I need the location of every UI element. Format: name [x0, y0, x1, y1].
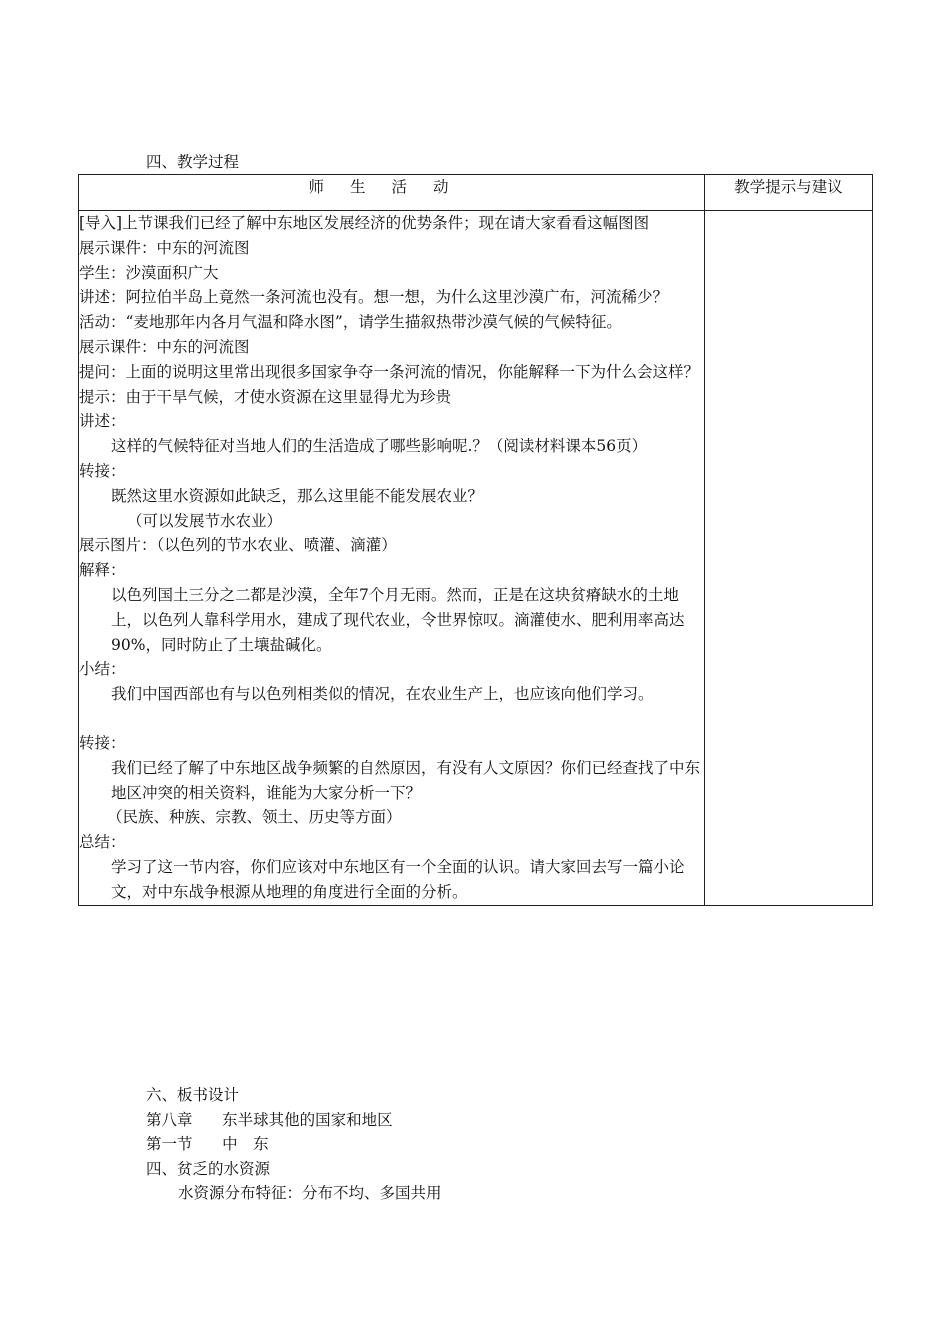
board-point: 四、贫乏的水资源 [146, 1159, 271, 1178]
line-conclusion-label: 总结： [79, 833, 126, 852]
header-suggestions: 教学提示与建议 [705, 175, 873, 211]
line-israel-text: 以色列国土三分之二都是沙漠，全年7个月无雨。然而，正是在这块贫瘠缺水的土地上，以色列人靠科学用水，建成了现代农业，令世界惊叹。滴灌使水、肥利用率高达90%，同时防止了土壤盐碱化。 [111, 585, 685, 654]
line-show-images: 展示图片：（以色列的节水农业、喷灌、滴灌） [79, 536, 397, 555]
board-chapter [146, 1108, 442, 1133]
board-section [146, 1132, 442, 1157]
intro-line: [导入]上节课我们已经了解中东地区发展经济的优势条件；现在请大家看看这幅图图 [79, 214, 650, 232]
line-hint: 提示：由于干旱气候，才使水资源在这里显得尤为珍贵 [79, 387, 452, 406]
line-conclusion-text: 学习了这一节内容，你们应该对中东地区有一个全面的认识。请大家回去写一篇小论文，对中东战争根源从地理的角度进行全面的分析。 [111, 857, 685, 901]
activities-cell [79, 211, 705, 906]
line-explain-label: 解释： [79, 561, 126, 580]
board-chapter-title: 东半球其他的国家和地区 [222, 1110, 393, 1129]
board-section-label: 第一节 [146, 1135, 193, 1153]
line-china-west: 我们中国西部也有与以色列相类似的情况，在农业生产上，也应该向他们学习。 [111, 685, 654, 704]
table-body-row [79, 211, 873, 906]
board-feature: 水资源分布特征：分布不均、多国共用 [178, 1184, 442, 1202]
line-conflict-question: 我们已经了解了中东地区战争频繁的自然原因，有没有人文原因？你们已经查找了中东地区冲突的相关资料，谁能为大家分析一下？ [111, 758, 701, 802]
board-chapter-label: 第八章 [146, 1110, 193, 1129]
line-agriculture-question: 既然这里水资源如此缺乏，那么这里能不能发展农业？ [111, 486, 484, 505]
line-transition-2: 转接： [79, 733, 126, 752]
section-title: 四、教学过程 [146, 153, 240, 171]
line-show-courseware-2: 展示课件：中东的河流图 [79, 337, 250, 356]
board-title: 六、板书设计 [146, 1086, 240, 1104]
line-show-courseware-1: 展示课件：中东的河流图 [79, 238, 250, 257]
line-student: 学生：沙漠面积广大 [79, 263, 219, 282]
line-question: 提问：上面的说明这里常出现很多国家争夺一条河流的情况，你能解释一下为什么会这样？ [79, 362, 700, 381]
board-design [146, 1083, 442, 1206]
spacer [79, 707, 704, 731]
line-narration-label: 讲述： [79, 412, 126, 431]
line-climate-impact: 这样的气候特征对当地人们的生活造成了哪些影响呢.？（阅读材料课本56页） [111, 437, 648, 456]
line-activity: 活动：“麦地那年内各月气温和降水图”，请学生描叙热带沙漠气候的气候特征。 [79, 313, 622, 332]
line-human-factors: （民族、种族、宗教、领土、历史等方面） [107, 808, 402, 827]
line-water-saving: （可以发展节水农业） [127, 511, 283, 530]
header-activities: 师生活动 [79, 175, 705, 211]
teaching-process-table [78, 174, 873, 906]
table-header-row [79, 175, 873, 211]
line-transition-1: 转接： [79, 461, 126, 480]
board-section-name: 中 东 [222, 1135, 269, 1153]
line-summary-label: 小结： [79, 660, 126, 679]
line-narration-1: 讲述：阿拉伯半岛上竟然一条河流也没有。想一想，为什么这里沙漠广布，河流稀少？ [79, 288, 669, 307]
suggestions-cell [705, 211, 873, 906]
